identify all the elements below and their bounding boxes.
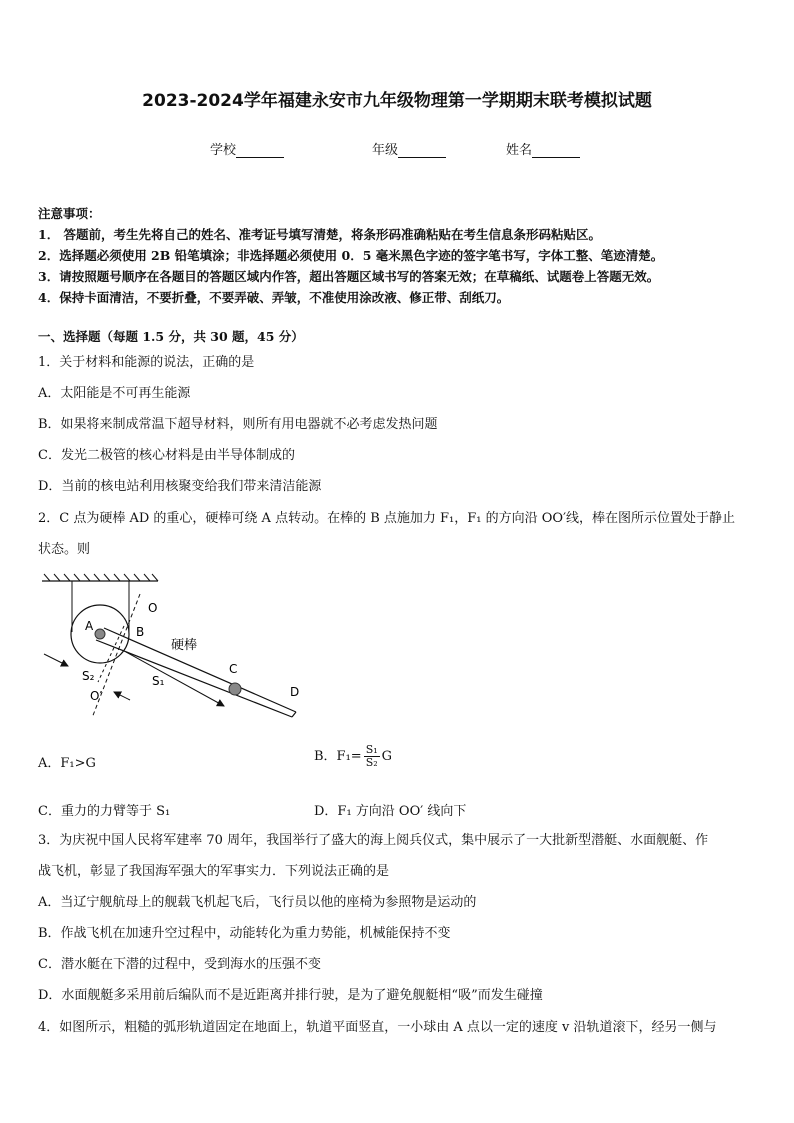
grade-label: 年级 xyxy=(372,143,399,158)
o-prime-arrow xyxy=(114,692,130,700)
q2-options-row-2 xyxy=(38,800,768,822)
q2-option-c: C．重力的力臂等于 S₁ xyxy=(38,804,171,819)
fraction-denominator: S₂ xyxy=(365,756,378,769)
q2-option-b xyxy=(314,744,392,769)
q3-stem-line2: 战飞机，彰显了我国海军强大的军事实力．下列说法正确的是 xyxy=(38,864,390,879)
q3-stem-line1: 3．为庆祝中国人民将军建率 70 周年，我国举行了盛大的海上阅兵仪式，集中展示了一大批新型潜艇、水面舰艇、作 xyxy=(38,833,709,848)
point-c xyxy=(229,683,241,695)
notice-item: 3．请按照题号顺序在各题目的答题区域内作答，超出答题区域书写的答案无效；在草稿纸、试题卷上答题无效。 xyxy=(38,269,660,284)
label-o: O xyxy=(148,601,158,615)
q2-option-d: D．F₁ 方向沿 OO′ 线向下 xyxy=(314,804,467,819)
label-b: B xyxy=(136,625,145,639)
q1-option-d: D．当前的核电站利用核聚变给我们带来清洁能源 xyxy=(38,479,322,494)
lever-diagram xyxy=(34,572,324,722)
q3-option-a: A．当辽宁舰航母上的舰载飞机起飞后，飞行员以他的座椅为参照物是运动的 xyxy=(38,895,477,910)
notice-item: 2．选择题必须使用 2B 铅笔填涂；非选择题必须使用 0．5 毫米黑色字迹的签字笔书写，字体工整、笔迹清楚。 xyxy=(38,248,664,263)
grade-field xyxy=(372,139,446,158)
q2-options-row-1 xyxy=(38,743,768,774)
q1-option-a: A．太阳能是不可再生能源 xyxy=(38,386,191,401)
point-a xyxy=(95,629,105,639)
label-o-prime: O′ xyxy=(90,689,103,703)
label-s1: S₁ xyxy=(152,674,165,688)
notice-heading: 注意事项： xyxy=(38,206,101,221)
name-field xyxy=(506,139,580,158)
s1-arrow xyxy=(126,652,224,706)
student-info-fields xyxy=(0,139,794,159)
school-blank xyxy=(236,143,284,158)
name-label: 姓名 xyxy=(506,143,533,158)
ceiling-hatch xyxy=(42,574,158,581)
label-rod: 硬棒 xyxy=(171,638,198,653)
q3-option-d: D．水面舰艇多采用前后编队而不是近距离并排行驶，是为了避免舰艇相“吸”而发生碰撞 xyxy=(38,988,543,1003)
q2-option-a: A．F₁>G xyxy=(38,756,96,771)
label-c: C xyxy=(229,662,238,676)
q1-option-b: B．如果将来制成常温下超导材料，则所有用电器就不必考虑发热问题 xyxy=(38,417,438,432)
q4-stem-line1: 4．如图所示，粗糙的弧形轨道固定在地面上，轨道平面竖直，一小球由 A 点以一定的速度 v 沿轨道滚下，经另一侧与 xyxy=(38,1020,717,1035)
q2-option-b-fraction xyxy=(364,744,380,769)
grade-blank xyxy=(398,143,446,158)
name-blank xyxy=(532,143,580,158)
q1-stem: 1．关于材料和能源的说法，正确的是 xyxy=(38,355,255,370)
q3-option-c: C．潜水艇在下潜的过程中，受到海水的压强不变 xyxy=(38,957,321,972)
school-field xyxy=(210,139,284,158)
label-d: D xyxy=(290,685,300,699)
q3-option-b: B．作战飞机在加速升空过程中，动能转化为重力势能，机械能保持不变 xyxy=(38,926,451,941)
q2-option-b-suffix: G xyxy=(381,749,393,764)
school-label: 学校 xyxy=(210,143,237,158)
notice-block xyxy=(38,203,768,308)
exam-title: 2023-2024学年福建永安市九年级物理第一学期期末联考模拟试题 xyxy=(142,91,652,111)
notice-item: 1． 答题前，考生先将自己的姓名、准考证号填写清楚，将条形码准确粘贴在考生信息条形码粘贴区。 xyxy=(38,227,602,242)
notice-item: 4．保持卡面清洁，不要折叠，不要弄破、弄皱，不准使用涂改液、修正带、刮纸刀。 xyxy=(38,290,510,305)
fraction-numerator: S₁ xyxy=(365,743,378,756)
label-s2: S₂ xyxy=(82,669,95,683)
q2-option-b-prefix: B．F₁= xyxy=(314,749,362,764)
section-heading: 一、选择题（每题 1.5 分，共 30 题，45 分） xyxy=(38,329,304,344)
q2-stem-line2: 状态。则 xyxy=(38,542,91,557)
q1-option-c: C．发光二极管的核心材料是由半导体制成的 xyxy=(38,448,295,463)
s2-arrow xyxy=(44,654,68,666)
q2-stem-line1: 2．C 点为硬棒 AD 的重心，硬棒可绕 A 点转动。在棒的 B 点施加力 F₁，F₁ 的方向沿 OO′线，棒在图所示位置处于静止 xyxy=(38,511,736,526)
label-a: A xyxy=(85,619,94,633)
